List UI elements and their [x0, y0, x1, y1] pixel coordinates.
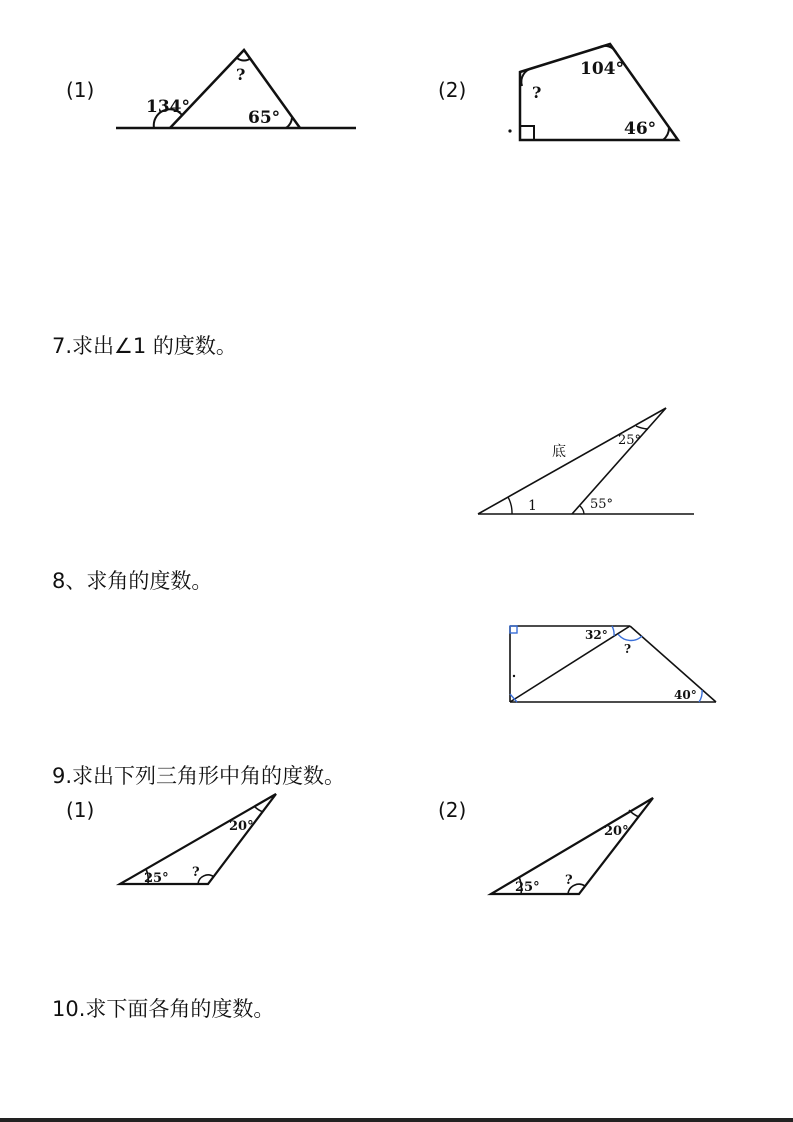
q8-top-angle: 32°: [585, 628, 608, 642]
q9-fig1-unknown-angle: ?: [192, 865, 200, 880]
q9-sub2-label: (2): [438, 798, 467, 822]
q7-title: 7.求出∠1 的度数。: [52, 334, 237, 358]
q6-sub2-label: (2): [438, 78, 467, 102]
q9-fig2-triangle: [487, 794, 657, 896]
q8-figure: [506, 622, 721, 707]
q7-angle-1: 1: [528, 498, 537, 514]
q6-fig1-exterior-angle: 134°: [146, 97, 190, 117]
q9-fig2-left-angle: 25°: [515, 880, 540, 895]
q7-figure: [476, 402, 696, 522]
q6-fig1-right-angle: 65°: [248, 108, 281, 128]
q7-top-angle: 25°: [618, 433, 642, 448]
q9-fig1-left-angle: 25°: [144, 871, 169, 886]
q9-fig2-unknown-angle: ?: [565, 873, 573, 888]
q9-fig1-top-angle: 20°: [229, 819, 254, 834]
q8-bottom-right-angle: 40°: [674, 688, 697, 702]
q8-title: 8、求角的度数。: [52, 569, 213, 593]
q6-sub1-label: (1): [66, 78, 95, 102]
q9-sub1-label: (1): [66, 798, 95, 822]
q6-fig1-triangle-with-exterior-angle: [110, 40, 360, 140]
q8-unknown-angle: ?: [624, 642, 632, 656]
q9-title: 9.求出下列三角形中角的度数。: [52, 764, 346, 788]
q9-fig1-triangle: [116, 790, 281, 890]
q9-fig2-top-angle: 20°: [604, 824, 629, 839]
q6-fig2-quadrilateral: [500, 36, 690, 146]
bottom-divider: [0, 1118, 793, 1122]
q6-fig2-bottom-right-angle: 46°: [624, 119, 657, 139]
q6-fig2-top-right-angle: 104°: [580, 59, 624, 79]
q6-fig1-top-angle: ?: [236, 65, 246, 84]
q6-fig2-top-left-angle: ?: [532, 83, 542, 102]
q7-word-label: 底: [552, 444, 566, 460]
q7-exterior-angle: 55°: [590, 497, 614, 512]
q10-title: 10.求下面各角的度数。: [52, 997, 275, 1021]
